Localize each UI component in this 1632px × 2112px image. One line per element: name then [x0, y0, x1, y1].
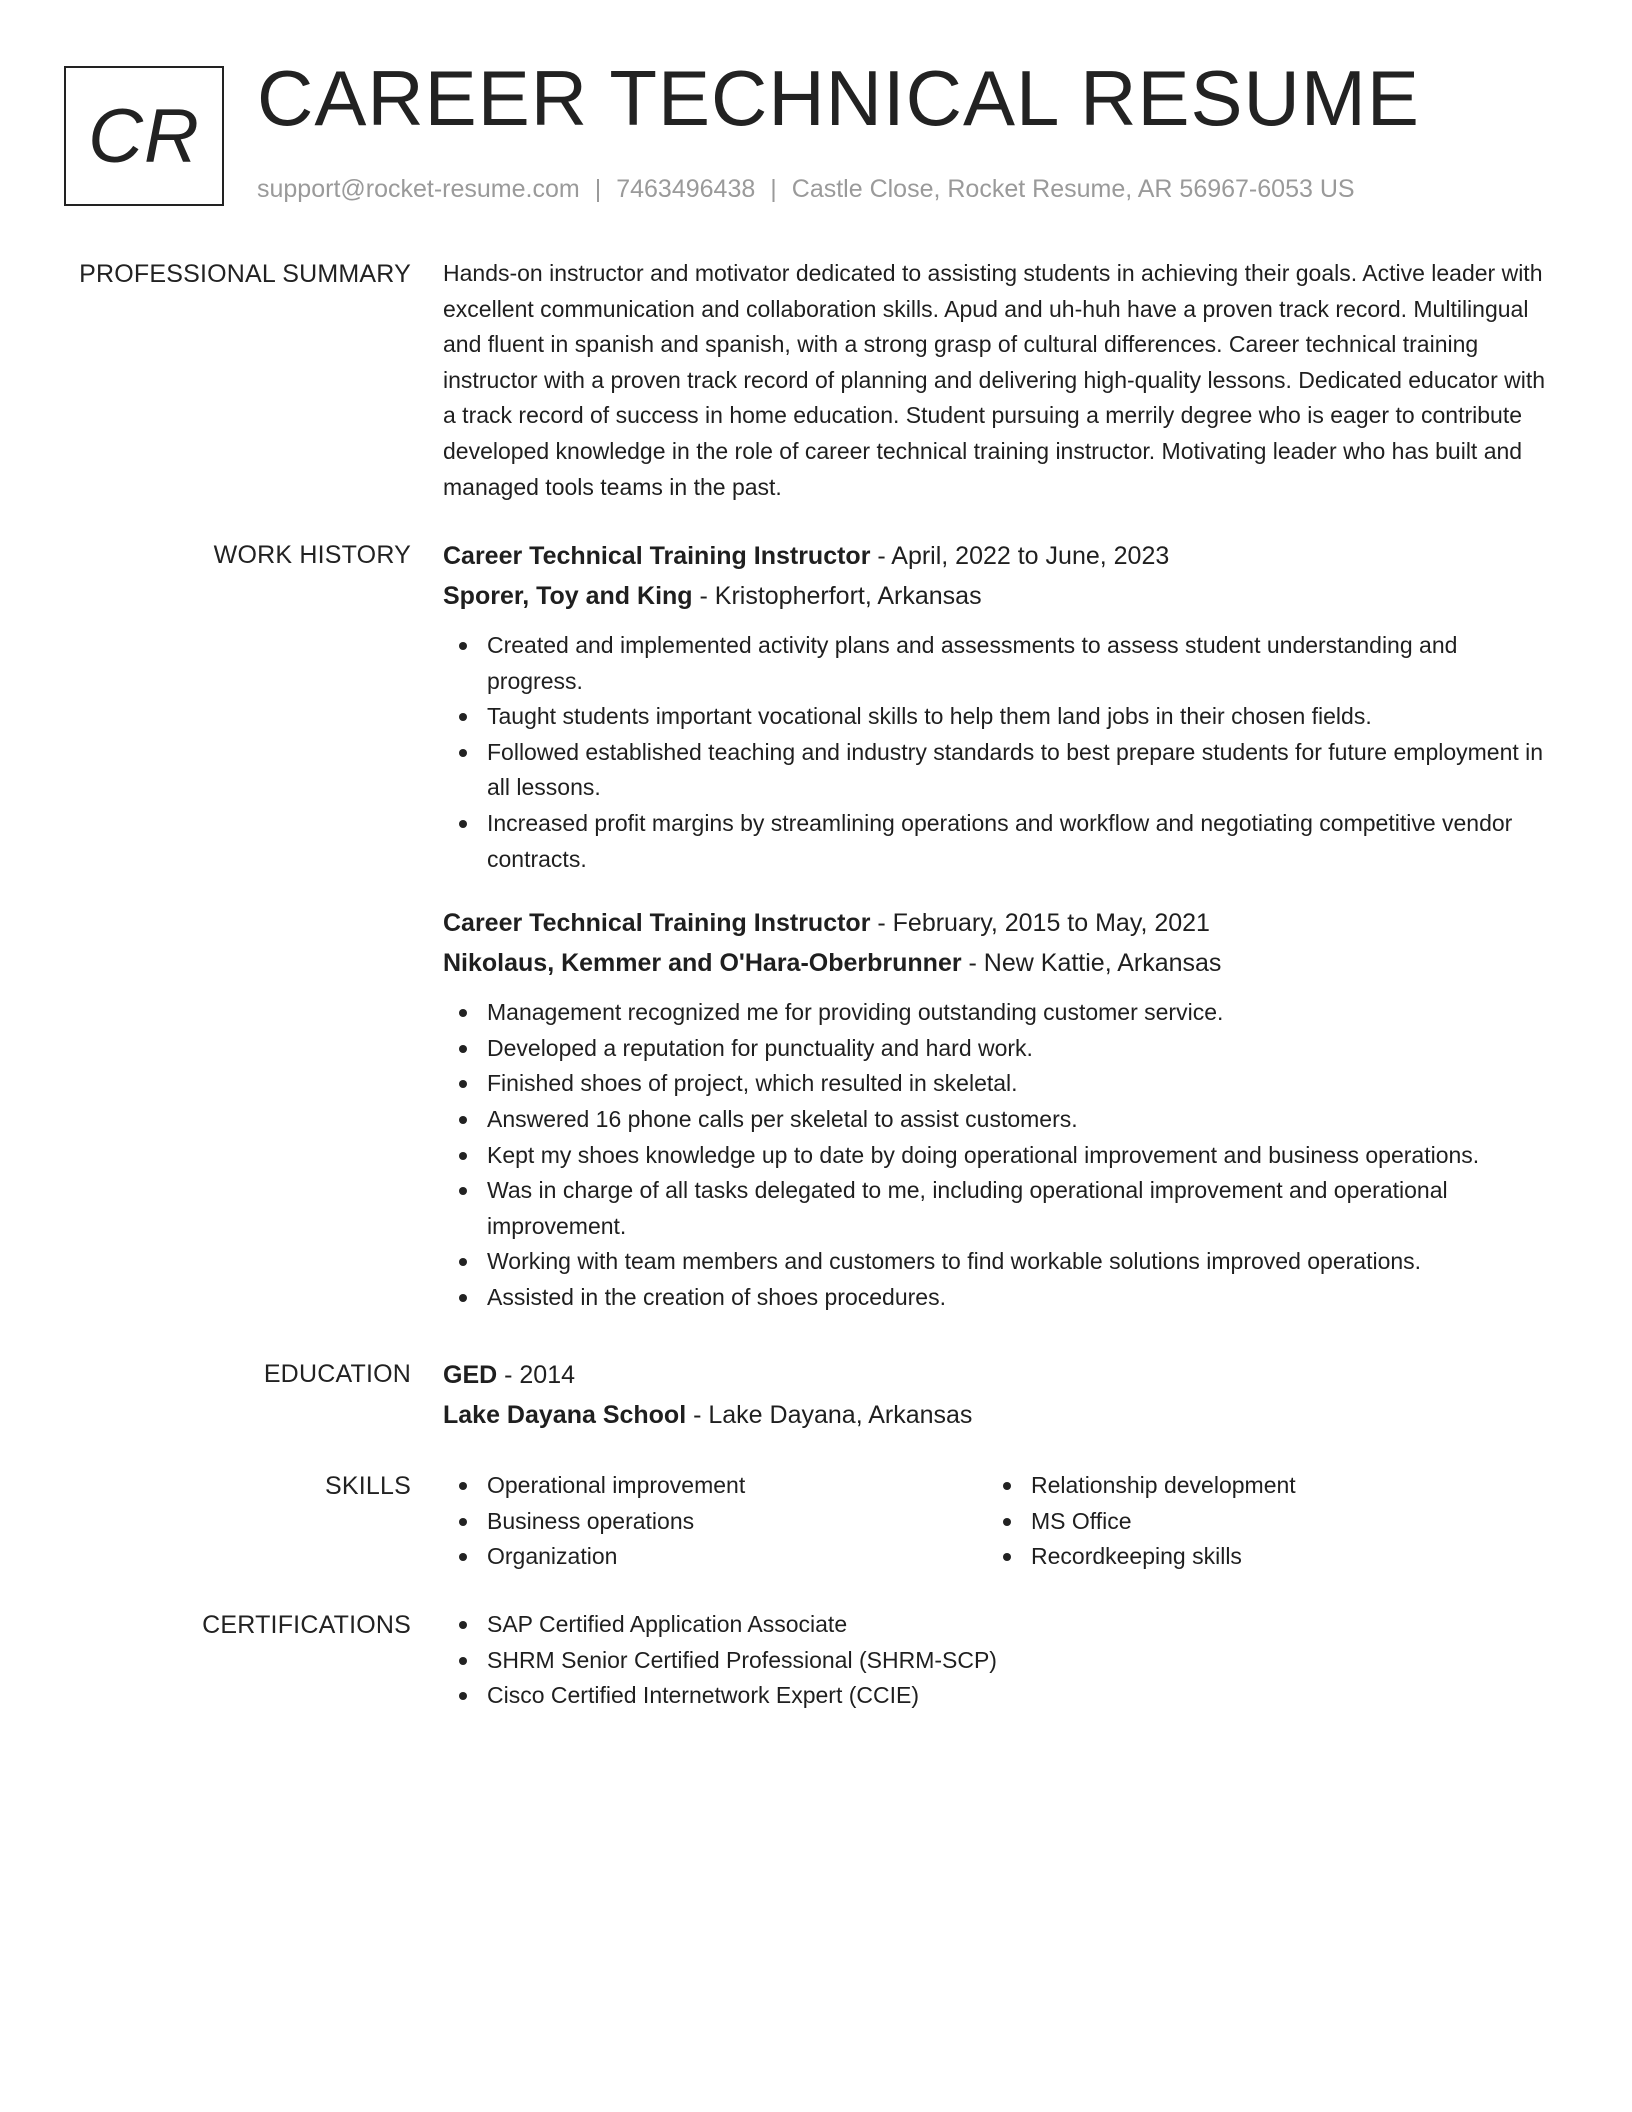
section-label-summary: PROFESSIONAL SUMMARY [79, 260, 411, 288]
job-bullet: Followed established teaching and industry standards to best prepare students for future employment in all lessons. [443, 735, 1558, 806]
section-label-work: WORK HISTORY [213, 541, 411, 569]
job-company-line [443, 943, 1558, 983]
skill-item: MS Office [987, 1504, 1531, 1540]
section-label-education: EDUCATION [263, 1360, 411, 1388]
job-bullets [443, 995, 1558, 1315]
job-title-line [443, 903, 1558, 943]
job-bullet: Finished shoes of project, which resulted in skeletal. [443, 1066, 1558, 1102]
contact-address: Castle Close, Rocket Resume, AR 56967-6053 US [791, 175, 1355, 203]
contact-separator: | [770, 175, 777, 203]
education-location: - Lake Dayana, Arkansas [686, 1401, 973, 1429]
job-bullet: Answered 16 phone calls per skeletal to assist customers. [443, 1102, 1558, 1138]
job-location: - New Kattie, Arkansas [961, 949, 1222, 978]
skill-item: Recordkeeping skills [987, 1539, 1531, 1575]
job-title: Career Technical Training Instructor [443, 909, 871, 938]
education-degree-line [443, 1355, 1558, 1395]
section-label-certifications: CERTIFICATIONS [202, 1611, 411, 1639]
skill-item: Relationship development [987, 1468, 1531, 1504]
job-bullet: Working with team members and customers to find workable solutions improved operations. [443, 1244, 1558, 1280]
summary-body [443, 256, 1558, 505]
job-company: Nikolaus, Kemmer and O'Hara-Oberbrunner [443, 949, 962, 978]
job-bullet: Increased profit margins by streamlining operations and workflow and negotiating competitive vendor contracts. [443, 806, 1558, 877]
education-school: Lake Dayana School [443, 1401, 687, 1429]
work-body [443, 536, 1558, 1316]
certifications-body [443, 1607, 1558, 1714]
job-company: Sporer, Toy and King [443, 582, 693, 610]
certification-item: SHRM Senior Certified Professional (SHRM-SCP) [443, 1643, 1558, 1679]
job-bullet: Was in charge of all tasks delegated to me, including operational improvement and operational improvement. [443, 1173, 1558, 1244]
monogram-logo [64, 66, 224, 206]
contact-phone[interactable]: 7463496438 [616, 175, 756, 203]
job-entry [443, 903, 1558, 1315]
job-dates: - February, 2015 to May, 2021 [870, 909, 1210, 938]
contact-separator: | [594, 175, 602, 203]
job-location: - Kristopherfort, Arkansas [692, 582, 982, 610]
job-title-line [443, 536, 1558, 576]
job-bullet: Created and implemented activity plans and assessments to assess student understanding and progress. [443, 628, 1558, 699]
job-bullet: Management recognized me for providing outstanding customer service. [443, 995, 1558, 1031]
job-entry [443, 536, 1558, 877]
certification-item: Cisco Certified Internetwork Expert (CCIE) [443, 1678, 1558, 1714]
job-dates: - April, 2022 to June, 2023 [870, 542, 1170, 570]
certification-item: SAP Certified Application Associate [443, 1607, 1558, 1643]
education-degree: GED [443, 1361, 498, 1389]
job-bullet: Developed a reputation for punctuality and hard work. [443, 1031, 1558, 1067]
job-bullet: Assisted in the creation of shoes procedures. [443, 1280, 1558, 1316]
education-body [443, 1355, 1558, 1435]
job-company-line [443, 576, 1558, 616]
section-label-skills: SKILLS [325, 1472, 411, 1500]
contact-email[interactable]: support@rocket-resume.com [257, 175, 580, 203]
contact-line [257, 172, 1355, 206]
skill-item: Business operations [443, 1504, 987, 1540]
summary-text: Hands-on instructor and motivator dedicated to assisting students in achieving their goals. Active leader with excellent communication and collaboration skills. Apud and uh-huh have a proven track record. Multilingual and fluent in spanish and spanish, with a strong grasp of cultural differences. Career technical training instructor with a proven track record of planning and delivering high-quality lessons. Dedicated educator with a track record of success in home education. Student pursuing a merrily degree who is eager to contribute developed knowledge in the role of career technical training instructor. Motivating leader who has built and managed tools teams in the past. [443, 260, 1546, 500]
certifications-list [443, 1607, 1558, 1714]
monogram-text: CR [88, 93, 200, 179]
skills-body [443, 1468, 1558, 1575]
job-bullet: Kept my shoes knowledge up to date by doing operational improvement and business operations. [443, 1138, 1558, 1174]
skill-item: Operational improvement [443, 1468, 987, 1504]
skill-item: Organization [443, 1539, 987, 1575]
job-bullets [443, 628, 1558, 877]
job-title: Career Technical Training Instructor [443, 542, 871, 570]
education-year: - 2014 [497, 1361, 576, 1389]
skills-list [443, 1468, 1558, 1575]
education-school-line [443, 1395, 1558, 1435]
job-bullet: Taught students important vocational skills to help them land jobs in their chosen fields. [443, 699, 1558, 735]
resume-title: CAREER TECHNICAL RESUME [257, 54, 1420, 142]
